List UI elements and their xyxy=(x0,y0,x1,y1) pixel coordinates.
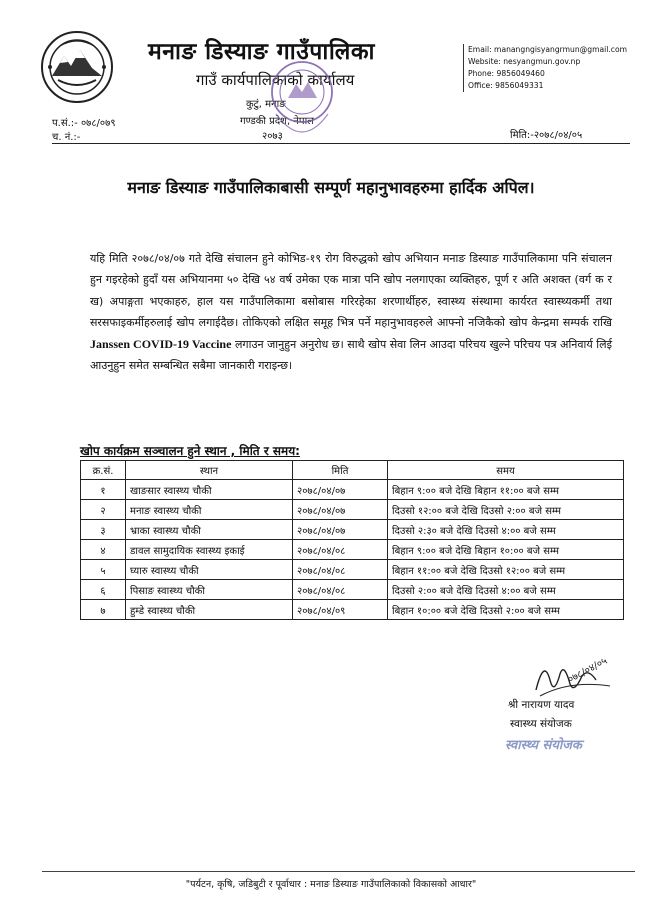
row-sn: ६ xyxy=(81,580,126,600)
row-date: २०७८/०४/०८ xyxy=(293,580,388,600)
org-name: मनाङ डिस्याङ गाउँपालिका xyxy=(148,39,376,65)
contact-email: Email: manangngisyangrmun@gmail.com xyxy=(468,45,627,54)
row-sn: २ xyxy=(81,500,126,520)
row-date: २०७८/०४/०८ xyxy=(293,560,388,580)
row-sn: ५ xyxy=(81,560,126,580)
table-row xyxy=(81,580,624,600)
column-header-sn: क्र.सं. xyxy=(81,461,126,480)
row-time: बिहान ९:०० बजे देखि बिहान १०:०० बजे सम्म xyxy=(388,540,624,560)
row-date: २०७८/०४/०७ xyxy=(293,500,388,520)
table-row xyxy=(81,560,624,580)
row-sn: ३ xyxy=(81,520,126,540)
table-row xyxy=(81,500,624,520)
document-title: मनाङ डिस्याङ गाउँपालिकाबासी सम्पूर्ण महानुभावहरुमा हार्दिक अपिल। xyxy=(127,178,535,197)
table-row xyxy=(81,540,624,560)
row-place: हुम्डे स्वास्थ्य चौकी xyxy=(126,600,293,620)
office-round-stamp xyxy=(262,54,342,154)
column-header-place: स्थान xyxy=(126,461,293,480)
contact-office-phone: Office: 9856049331 xyxy=(468,81,544,90)
row-time: बिहान ११:०० बजे देखि दिउसो १२:०० बजे सम्म xyxy=(388,560,624,580)
contact-website: Website: nesyangmun.gov.np xyxy=(468,57,581,66)
row-time: बिहान १०:०० बजे देखि दिउसो २:०० बजे सम्म xyxy=(388,600,624,620)
body-paragraph xyxy=(90,248,612,376)
row-sn: ७ xyxy=(81,600,126,620)
signature-date: ०७८/०४/०५ xyxy=(565,655,610,686)
contact-phone: Phone: 9856049460 xyxy=(468,69,545,78)
row-date: २०७८/०४/०७ xyxy=(293,520,388,540)
row-date: २०७८/०४/०९ xyxy=(293,600,388,620)
row-date: २०७८/०४/०७ xyxy=(293,480,388,500)
body-text-part2: लगाउन जानुहुन अनुरोध छ। साथै खोप सेवा लिन आउदा परिचय खुल्ने परिचय पत्र अनिवार्य लिई आउनुहुन समेत सम्बन्धित सबैमा जानकारी गराइन्छ। xyxy=(90,337,612,373)
municipality-emblem-logo xyxy=(40,30,114,104)
table-header-row xyxy=(81,461,624,480)
office-location: कुटुं, मनाङ xyxy=(246,99,286,110)
contact-block xyxy=(463,44,658,92)
row-time: बिहान ९:०० बजे देखि बिहान ११:०० बजे सम्म xyxy=(388,480,624,500)
table-row xyxy=(81,600,624,620)
letter-date: मिति:-२०७८/०४/०५ xyxy=(510,130,583,141)
footer-divider xyxy=(42,871,635,872)
row-sn: १ xyxy=(81,480,126,500)
signatory-title: स्वास्थ्य संयोजक xyxy=(510,718,572,730)
column-header-date: मिति xyxy=(293,461,388,480)
vaccine-name: Janssen COVID-19 Vaccine xyxy=(90,336,232,351)
row-place: पिसाङ स्वास्थ्य चौकी xyxy=(126,580,293,600)
schedule-table xyxy=(80,460,624,620)
body-text-part1: यहि मिति २०७८/०४/०७ गते देखि संचालन हुने कोभिड-१९ रोग विरुद्धको खोप अभियान मनाङ डिस्याङ गाउँपालिकामा पनि संचालन हुन गइरहेको हुदाँ यस अभियानमा ५० देखि ५४ वर्ष उमेका एक मात्रा पनि खोप नलगाएका व्यक्तिहरु, पूर्ण र अति अशक्त (वर्ग क र ख) अपाङ्गता भएकाहरु, हाल यस गाउँपालिकामा बसोबास गरिरहेका शरणार्थीहरु, स्वास्थ्य संस्थामा कार्यरत स्वास्थ्यकर्मी तथा सरसफाइकर्मीहरुलाई खोप लगाईदैछ। तोकिएको लक्षित समूह भित्र पर्ने महानुभावहरुले आफ्नो नजिकैको खोप केन्द्रमा सम्पर्क राखि xyxy=(90,252,612,330)
reference-number: प.सं.:- ०७८/०७९ xyxy=(52,118,116,129)
row-place: डावल सामुदायिक स्वास्थ्य इकाई xyxy=(126,540,293,560)
signatory-name: श्री नारायण यादव xyxy=(508,699,575,711)
row-time: दिउसो १२:०० बजे देखि दिउसो २:०० बजे सम्म xyxy=(388,500,624,520)
schedule-heading: खोप कार्यक्रम सञ्चालन हुने स्थान , मिति र समय: xyxy=(80,444,300,458)
dispatch-number: च. नं.:- xyxy=(52,132,81,143)
row-place: भ्राका स्वास्थ्य चौकी xyxy=(126,520,293,540)
row-time: दिउसो २:०० बजे देखि दिउसो ४:०० बजे सम्म xyxy=(388,580,624,600)
footer-motto: "पर्यटन, कृषि, जडिबुटी र पूर्वाधार : मनाङ डिस्याङ गाउँपालिकाको विकासको आधार" xyxy=(185,879,477,890)
established-year: २०७३ xyxy=(262,131,283,142)
row-time: दिउसो २:३० बजे देखि दिउसो ४:०० बजे सम्म xyxy=(388,520,624,540)
header-divider xyxy=(52,143,630,144)
office-province: गण्डकी प्रदेश, नेपाल xyxy=(240,116,314,127)
row-sn: ४ xyxy=(81,540,126,560)
table-row xyxy=(81,480,624,500)
row-date: २०७८/०४/०८ xyxy=(293,540,388,560)
table-row xyxy=(81,520,624,540)
column-header-time: समय xyxy=(388,461,624,480)
row-place: मनाङ स्वास्थ्य चौकी xyxy=(126,500,293,520)
row-place: खाङसार स्वास्थ्य चौकी xyxy=(126,480,293,500)
office-name: गाउँ कार्यपालिकाको कार्यालय xyxy=(196,71,355,89)
row-place: घ्यारु स्वास्थ्य चौकी xyxy=(126,560,293,580)
designation-stamp: स्वास्थ्य संयोजक xyxy=(505,738,582,753)
